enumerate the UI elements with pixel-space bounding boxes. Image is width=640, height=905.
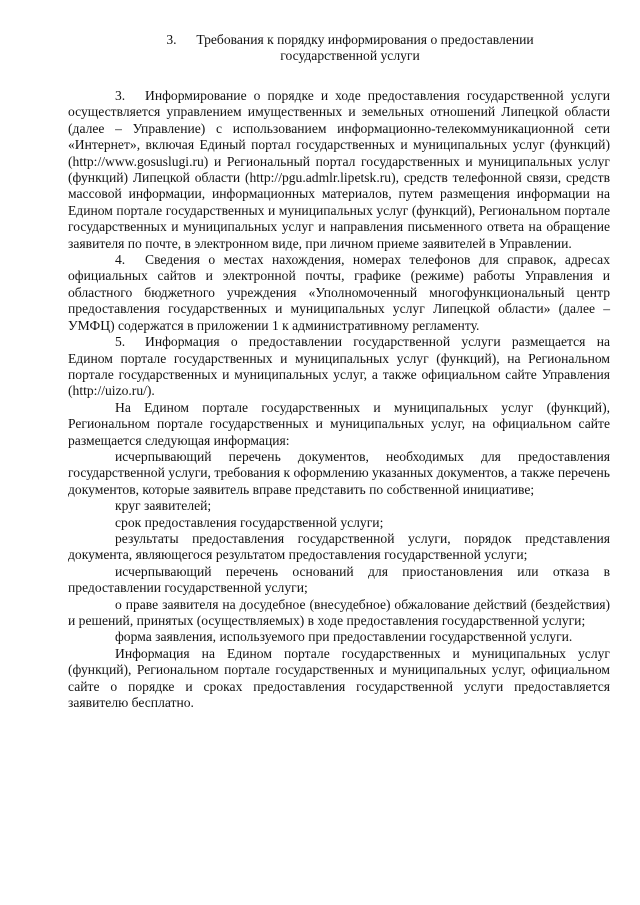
section-number: 3. <box>166 32 177 47</box>
list-item-refusal-grounds: исчерпывающий перечень оснований для приостановления или отказа в предоставлении государственной услуги; <box>68 563 610 596</box>
section-heading <box>68 32 610 64</box>
section-title-line2: государственной услуги <box>280 48 420 63</box>
list-item-documents: исчерпывающий перечень документов, необходимых для предоставления государственной услуги, требования к оформлению указанных документов, а также перечень документов, которые заявитель вправе представить по собственной инициативе; <box>68 448 610 497</box>
list-item-results: результаты предоставления государственной услуги, порядок представления документа, являющегося результатом предоставления государственной услуги; <box>68 530 610 563</box>
section-title-line1: Требования к порядку информирования о предоставлении <box>196 32 534 47</box>
list-item-appeal-right: о праве заявителя на досудебное (внесудебное) обжалование действий (бездействия) и решений, принятых (осуществляемых) в ходе предоставления государственной услуги; <box>68 596 610 628</box>
document-body <box>68 88 610 711</box>
paragraph-3 <box>68 88 610 252</box>
list-item-applicants: круг заявителей; <box>115 498 212 514</box>
paragraph-number: 3. <box>115 88 126 103</box>
paragraph-text: Сведения о местах нахождения, номерах телефонов для справок, адресах официальных сайтов и электронной почты, графике (режиме) работы Управления и областного бюджетного учреждения «Уполномоченный многофункциональный центр предоставления государственных и муниципальных услуг Липецкой области» (далее – УМФЦ) содержатся в приложении 1 к административному регламенту. <box>68 252 610 333</box>
paragraph-portal-info: На Едином портале государственных и муниципальных услуг (функций), Региональном портале государственных и муниципальных услуг, на официальном сайте размещается следующая информация: <box>68 399 610 448</box>
paragraph-number: 5. <box>115 334 126 350</box>
paragraph-free-info: Информация на Едином портале государственных и муниципальных услуг (функций), Региональном портале государственных и муниципальных услуг, официальном сайте о порядке и сроках предоставления государственной услуги предоставляется заявителю бесплатно. <box>68 645 610 711</box>
list-item-application-form: форма заявления, используемого при предоставлении государственной услуги. <box>115 629 573 645</box>
paragraph-5 <box>68 334 610 400</box>
list-item-term: срок предоставления государственной услуги; <box>115 514 384 530</box>
paragraph-text: Информация о предоставлении государственной услуги размещается на Едином портале государственных и муниципальных услуг (функций), на Региональном портале государственных и муниципальных услуг, а также официальном сайте Управления (http://uizo.ru/). <box>68 334 610 399</box>
paragraph-text: Информирование о порядке и ходе предоставления государственной услуги осуществляется управлением имущественных и земельных отношений Липецкой области (далее – Управление) с использованием информационно-телекоммуникационной сети «Интернет», включая Единый портал государственных и муниципальных услуг (функций) (http://www.gosuslugi.ru) и Региональный портал государственных и муниципальных услуг (функций) Липецкой области (http://pgu.admlr.lipetsk.ru), средств телефонной связи, средств массовой информации, информационных материалов, путем размещения информации на Едином портале государственных и муниципальных услуг (функций), Региональном портале государственных и муниципальных услуг и направления письменного ответа на обращение заявителя по почте, в электронном виде, при личном приеме заявителей в Управлении. <box>68 88 610 251</box>
paragraph-4 <box>68 252 610 334</box>
paragraph-number: 4. <box>115 252 126 268</box>
